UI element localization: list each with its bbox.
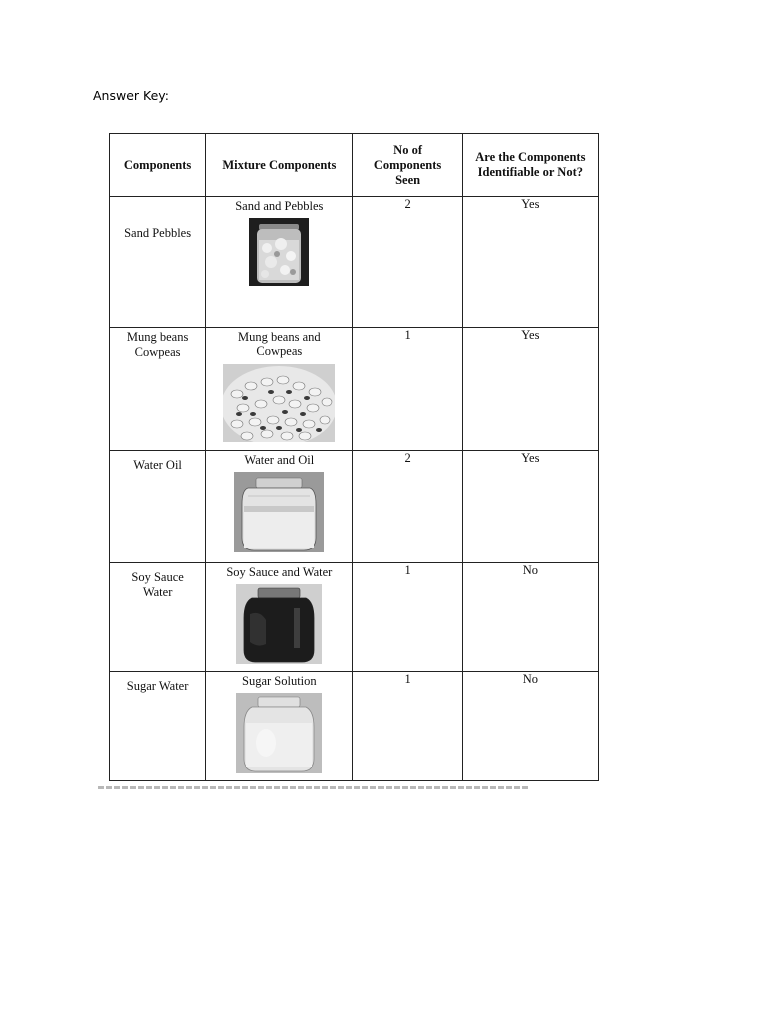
header-identifiable: Are the Components Identifiable or Not? [462,134,598,197]
sugar-solution-jar-photo [236,693,322,773]
table-row [110,197,599,328]
header-no-of-components: No of Components Seen [353,134,462,197]
count-cell: 1 [353,563,462,672]
sand-pebbles-jar-photo [249,218,309,286]
identifiable-cell: Yes [462,451,598,563]
components-cell: Soy Sauce Water [110,563,206,672]
mixture-cell: Water and Oil [206,451,353,563]
mixture-cell: Sugar Solution [206,672,353,781]
count-cell: 2 [353,197,462,328]
components-cell: Sand Pebbles [110,197,206,328]
table-header-row [110,134,599,197]
table-row [110,451,599,563]
water-oil-jar-photo [234,472,324,552]
soy-sauce-jar-photo [236,584,322,664]
count-cell: 2 [353,451,462,563]
components-cell: Mung beans Cowpeas [110,328,206,451]
header-mixture-components: Mixture Components [206,134,353,197]
mixture-cell: Mung beans and Cowpeas [206,328,353,451]
count-cell: 1 [353,672,462,781]
table-row [110,563,599,672]
components-cell: Water Oil [110,451,206,563]
mixture-cell: Soy Sauce and Water [206,563,353,672]
components-cell: Sugar Water [110,672,206,781]
answer-key-heading: Answer Key: [93,88,169,103]
beans-plate-photo [223,364,335,442]
identifiable-cell: Yes [462,197,598,328]
identifiable-cell: No [462,672,598,781]
table-row [110,672,599,781]
header-components: Components [110,134,206,197]
table-row [110,328,599,451]
mixture-cell: Sand and Pebbles [206,197,353,328]
count-cell: 1 [353,328,462,451]
identifiable-cell: No [462,563,598,672]
identifiable-cell: Yes [462,328,598,451]
mixture-table [109,133,599,781]
clipped-footer-text [98,786,528,789]
